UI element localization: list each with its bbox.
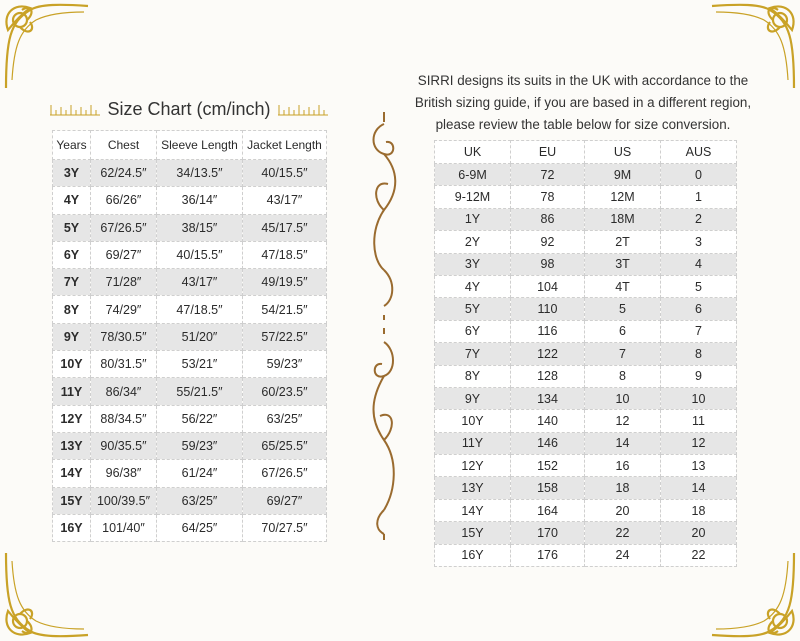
size-chart-title: Size Chart (cm/inch) — [107, 98, 271, 119]
table-row — [53, 269, 327, 296]
table-cell: 8 — [661, 343, 737, 365]
table-cell: 3T — [585, 253, 661, 275]
table-cell: 11Y — [53, 378, 91, 405]
table-row — [53, 378, 327, 405]
table-cell: 80/31.5″ — [91, 351, 157, 378]
table-row — [53, 160, 327, 187]
table-cell: 6Y — [435, 320, 511, 342]
column-header: Years — [53, 131, 91, 160]
table-cell: 78/30.5″ — [91, 323, 157, 350]
table-row — [435, 410, 737, 432]
table-cell: 158 — [511, 477, 585, 499]
table-row — [53, 296, 327, 323]
table-cell: 13Y — [435, 477, 511, 499]
column-header: UK — [435, 141, 511, 164]
table-cell: 1 — [661, 186, 737, 208]
table-cell: 16 — [585, 455, 661, 477]
table-cell: 4 — [661, 253, 737, 275]
celtic-knot-corner-icon — [0, 0, 90, 90]
table-cell: 49/19.5″ — [243, 269, 327, 296]
table-cell: 69/27″ — [243, 487, 327, 514]
table-cell: 92 — [511, 231, 585, 253]
table-cell: 9 — [661, 365, 737, 387]
ornamental-scroll-divider-icon — [366, 110, 402, 540]
table-header-row — [53, 131, 327, 160]
table-cell: 60/23.5″ — [243, 378, 327, 405]
column-header: Chest — [91, 131, 157, 160]
table-cell: 67/26.5″ — [243, 460, 327, 487]
table-cell: 54/21.5″ — [243, 296, 327, 323]
table-cell: 59/23″ — [157, 432, 243, 459]
table-cell: 47/18.5″ — [243, 241, 327, 268]
celtic-knot-corner-icon — [0, 551, 90, 641]
table-cell: 22 — [661, 544, 737, 566]
table-row — [435, 208, 737, 230]
table-cell: 4T — [585, 275, 661, 297]
table-cell: 12Y — [435, 455, 511, 477]
table-cell: 100/39.5″ — [91, 487, 157, 514]
table-cell: 38/15″ — [157, 214, 243, 241]
table-cell: 3Y — [53, 160, 91, 187]
table-cell: 57/22.5″ — [243, 323, 327, 350]
table-row — [53, 351, 327, 378]
table-row — [435, 253, 737, 275]
table-cell: 6-9M — [435, 164, 511, 186]
table-cell: 134 — [511, 387, 585, 409]
table-cell: 10Y — [435, 410, 511, 432]
table-cell: 14Y — [435, 499, 511, 521]
table-cell: 72 — [511, 164, 585, 186]
table-cell: 36/14″ — [157, 187, 243, 214]
table-cell: 12 — [585, 410, 661, 432]
table-cell: 61/24″ — [157, 460, 243, 487]
table-cell: 18 — [585, 477, 661, 499]
table-cell: 71/28″ — [91, 269, 157, 296]
table-cell: 170 — [511, 522, 585, 544]
table-cell: 56/22″ — [157, 405, 243, 432]
table-cell: 86 — [511, 208, 585, 230]
table-cell: 7Y — [53, 269, 91, 296]
table-cell: 176 — [511, 544, 585, 566]
table-row — [435, 455, 737, 477]
tape-measure-icon — [50, 102, 100, 116]
table-cell: 5 — [661, 275, 737, 297]
table-cell: 43/17″ — [157, 269, 243, 296]
table-cell: 6 — [585, 320, 661, 342]
table-cell: 7 — [661, 320, 737, 342]
table-cell: 64/25″ — [157, 514, 243, 541]
table-row — [53, 432, 327, 459]
table-cell: 8Y — [53, 296, 91, 323]
table-cell: 59/23″ — [243, 351, 327, 378]
table-cell: 2T — [585, 231, 661, 253]
table-cell: 10Y — [53, 351, 91, 378]
table-row — [435, 499, 737, 521]
tape-measure-icon — [278, 102, 328, 116]
table-row — [435, 231, 737, 253]
table-cell: 16Y — [435, 544, 511, 566]
table-row — [435, 365, 737, 387]
table-cell: 47/18.5″ — [157, 296, 243, 323]
table-cell: 9Y — [435, 387, 511, 409]
table-cell: 12M — [585, 186, 661, 208]
table-cell: 8Y — [435, 365, 511, 387]
table-row — [435, 387, 737, 409]
table-row — [53, 323, 327, 350]
table-row — [53, 460, 327, 487]
table-cell: 12 — [661, 432, 737, 454]
table-cell: 14 — [661, 477, 737, 499]
table-cell: 7Y — [435, 343, 511, 365]
intro-text — [404, 70, 762, 136]
table-cell: 55/21.5″ — [157, 378, 243, 405]
table-cell: 45/17.5″ — [243, 214, 327, 241]
column-header: AUS — [661, 141, 737, 164]
table-cell: 2Y — [435, 231, 511, 253]
table-row — [435, 298, 737, 320]
table-cell: 6 — [661, 298, 737, 320]
table-row — [435, 477, 737, 499]
table-cell: 3 — [661, 231, 737, 253]
table-cell: 51/20″ — [157, 323, 243, 350]
table-cell: 16Y — [53, 514, 91, 541]
table-cell: 10 — [585, 387, 661, 409]
table-cell: 8 — [585, 365, 661, 387]
table-cell: 69/27″ — [91, 241, 157, 268]
table-cell: 5Y — [435, 298, 511, 320]
column-header: US — [585, 141, 661, 164]
table-row — [435, 343, 737, 365]
table-row — [435, 275, 737, 297]
size-chart-table — [52, 130, 327, 542]
table-cell: 11 — [661, 410, 737, 432]
table-row — [53, 214, 327, 241]
table-cell: 104 — [511, 275, 585, 297]
table-cell: 9Y — [53, 323, 91, 350]
table-cell: 13 — [661, 455, 737, 477]
table-cell: 63/25″ — [243, 405, 327, 432]
table-cell: 67/26.5″ — [91, 214, 157, 241]
table-cell: 62/24.5″ — [91, 160, 157, 187]
table-cell: 43/17″ — [243, 187, 327, 214]
table-cell: 3Y — [435, 253, 511, 275]
table-cell: 90/35.5″ — [91, 432, 157, 459]
table-cell: 7 — [585, 343, 661, 365]
intro-line: British sizing guide, if you are based in a different region, — [414, 95, 752, 110]
table-cell: 66/26″ — [91, 187, 157, 214]
table-cell: 2 — [661, 208, 737, 230]
table-cell: 86/34″ — [91, 378, 157, 405]
table-cell: 70/27.5″ — [243, 514, 327, 541]
table-row — [53, 514, 327, 541]
table-cell: 5Y — [53, 214, 91, 241]
table-row — [435, 164, 737, 186]
table-row — [435, 544, 737, 566]
table-cell: 9M — [585, 164, 661, 186]
table-cell: 24 — [585, 544, 661, 566]
table-cell: 40/15.5″ — [157, 241, 243, 268]
table-cell: 15Y — [435, 522, 511, 544]
table-cell: 88/34.5″ — [91, 405, 157, 432]
table-cell: 65/25.5″ — [243, 432, 327, 459]
table-cell: 4Y — [53, 187, 91, 214]
table-cell: 63/25″ — [157, 487, 243, 514]
table-cell: 101/40″ — [91, 514, 157, 541]
table-cell: 11Y — [435, 432, 511, 454]
table-cell: 116 — [511, 320, 585, 342]
table-row — [435, 320, 737, 342]
table-row — [435, 432, 737, 454]
table-cell: 98 — [511, 253, 585, 275]
table-cell: 40/15.5″ — [243, 160, 327, 187]
intro-line: SIRRI designs its suits in the UK with accordance to the — [417, 73, 749, 88]
table-row — [53, 405, 327, 432]
column-header: Sleeve Length — [157, 131, 243, 160]
column-header: EU — [511, 141, 585, 164]
table-cell: 164 — [511, 499, 585, 521]
table-cell: 22 — [585, 522, 661, 544]
table-cell: 14 — [585, 432, 661, 454]
table-cell: 128 — [511, 365, 585, 387]
table-row — [435, 186, 737, 208]
table-cell: 34/13.5″ — [157, 160, 243, 187]
size-chart-header — [50, 96, 328, 122]
table-cell: 53/21″ — [157, 351, 243, 378]
table-cell: 15Y — [53, 487, 91, 514]
table-cell: 74/29″ — [91, 296, 157, 323]
intro-line: please review the table below for size conversion. — [435, 117, 731, 132]
table-header-row — [435, 141, 737, 164]
table-cell: 9-12M — [435, 186, 511, 208]
table-cell: 78 — [511, 186, 585, 208]
table-cell: 18M — [585, 208, 661, 230]
table-row — [53, 487, 327, 514]
table-cell: 20 — [661, 522, 737, 544]
table-cell: 140 — [511, 410, 585, 432]
table-cell: 110 — [511, 298, 585, 320]
table-row — [53, 241, 327, 268]
table-cell: 12Y — [53, 405, 91, 432]
table-cell: 10 — [661, 387, 737, 409]
table-cell: 20 — [585, 499, 661, 521]
table-cell: 18 — [661, 499, 737, 521]
table-cell: 6Y — [53, 241, 91, 268]
table-cell: 4Y — [435, 275, 511, 297]
table-cell: 146 — [511, 432, 585, 454]
table-cell: 14Y — [53, 460, 91, 487]
table-cell: 122 — [511, 343, 585, 365]
table-row — [53, 187, 327, 214]
table-cell: 152 — [511, 455, 585, 477]
table-cell: 1Y — [435, 208, 511, 230]
table-cell: 5 — [585, 298, 661, 320]
table-cell: 0 — [661, 164, 737, 186]
table-row — [435, 522, 737, 544]
table-cell: 96/38″ — [91, 460, 157, 487]
column-header: Jacket Length — [243, 131, 327, 160]
table-cell: 13Y — [53, 432, 91, 459]
size-conversion-table — [434, 140, 737, 567]
